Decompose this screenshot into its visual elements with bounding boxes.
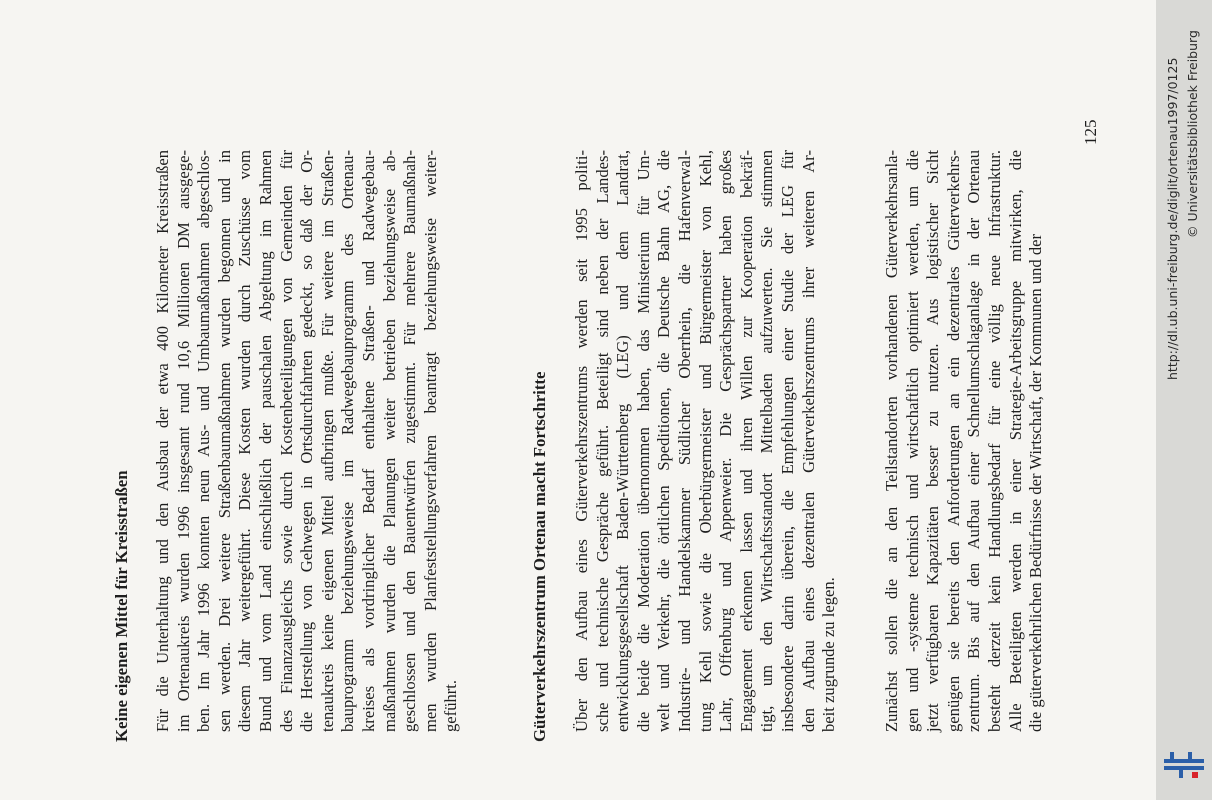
text-line: zentrum. Bis auf den Aufbau einer Schnellumschlaganlage in der Ortenau [964,150,984,732]
text-line: jetzt verfügbaren Kapazitäten besser zu nutzen. Aus logistischer Sicht [923,150,943,732]
section-heading-gueterverkehrszentrum: Güterverkehrszentrum Ortenau macht Fortschritte [530,371,549,742]
text-line: des Finanzausgleichs sowie durch Kostenbeteiligungen von Gemeinden für [276,150,296,732]
text-line: beit zugrunde zu legen. [819,577,839,732]
text-line: welt und Verkehr, die örtlichen Speditionen, die Deutsche Bahn AG, die [654,150,674,732]
text-line: maßnahmen wurden die Planungen weiter betrieben beziehungsweise ab- [379,150,399,732]
text-line: men wurden Planfeststellungsverfahren beantragt beziehungsweise weiter- [420,150,440,732]
paragraph-gueterverkehrszentrum [572,150,840,732]
paragraph-zunaechst [882,150,1047,732]
text-line: tung Kehl sowie die Oberbürgermeister und Bürgermeister von Kehl, [695,150,715,732]
text-line: geschlossen und den Bauentwürfen zugestimmt. Für mehrere Baumaßnah- [400,150,420,732]
page-number: 125 [1081,119,1100,145]
text-line: bauprogramm beziehungsweise im Radwegebauprogramm des Ortenau- [338,150,358,732]
source-url[interactable]: http://dl.ub.uni-freiburg.de/diglit/ortenau1997/0125 [1165,57,1180,380]
ub-freiburg-logo-icon [1162,746,1206,782]
section-heading-kreisstrassen: Keine eigenen Mittel für Kreisstraßen [112,470,131,742]
text-line: die Herstellung von Gehwegen in Ortsdurchfahrten gedeckt, so daß der Or- [297,150,317,732]
text-line: sche und technische Gespräche geführt. Beteiligt sind neben der Landes- [592,150,612,732]
text-line: im Ortenaukreis wurden 1996 insgesamt rund 10,6 Millionen DM ausgege- [173,150,193,732]
text-line: gen und -systeme technisch und wirtschaftlich optimiert werden, um die [902,150,922,732]
paragraph-kreisstrassen [153,150,462,732]
text-line: Über den Aufbau eines Güterverkehrszentrums werden seit 1995 politi- [572,150,591,732]
text-line: insbesondere darin überein, die Empfehlungen einer Studie der LEG für [777,150,797,732]
text-line: tigt, um den Wirtschaftsstandort Mittelbaden aufzuwerten. Sie stimmen [757,150,777,732]
text-line: entwicklungsgesellschaft Baden-Württemberg (LEG) und dem Landrat, [613,150,633,732]
text-line: Bund und vom Land einschließlich der pauschalen Abgeltung im Rahmen [255,150,275,732]
text-line: ben. Im Jahr 1996 konnten neun Aus- und Umbaumaßnahmen abgeschlos- [194,150,214,732]
text-line: Alle Beteiligten werden in einer Strategie-Arbeitsgruppe mitwirken, die [1005,150,1025,732]
text-line: besteht derzeit kein Handlungsbedarf für eine völlig neue Infrastruktur. [984,150,1004,732]
text-line: Lahr, Offenburg und Appenweier. Die Gesprächspartner haben großes [716,150,736,732]
text-line: den Aufbau eines dezentralen Güterverkehrszentrums ihrer weiteren Ar- [798,150,818,732]
text-line: sen werden. Drei weitere Straßenbaumaßnahmen wurden begonnen und in [214,150,234,732]
text-line: die beide die Moderation übernommen haben, das Ministerium für Um- [633,150,653,732]
text-line: tenaukreis keine eigenen Mittel aufbringen mußte. Für weitere im Straßen- [317,150,337,732]
text-line: Für die Unterhaltung und den Ausbau der etwa 400 Kilometer Kreisstraßen [153,150,172,732]
text-line: die güterverkehrlichen Bedürfnisse der Wirtschaft, der Kommunen und der [1026,233,1046,732]
text-line: diesem Jahr weitergeführt. Diese Kosten wurden durch Zuschüsse vom [235,150,255,732]
text-line: genügen sie bereits den Anforderungen an ein dezentrales Güterverkehrs- [943,150,963,732]
text-line: Industrie- und Handelskammer Südlicher Oberrhein, die Hafenverwal- [674,150,694,732]
text-line: kreises als vordringlicher Bedarf enthaltene Straßen- und Radwegebau- [358,150,378,732]
text-line: geführt. [441,679,461,732]
text-line: Engagement erkennen lassen und ihren Willen zur Kooperation bekräf- [736,150,756,732]
text-line: Zunächst sollen die an den Teilstandorten vorhandenen Güterverkehrsanla- [882,150,901,732]
copyright-notice: © Universitätsbibliothek Freiburg [1185,30,1200,238]
